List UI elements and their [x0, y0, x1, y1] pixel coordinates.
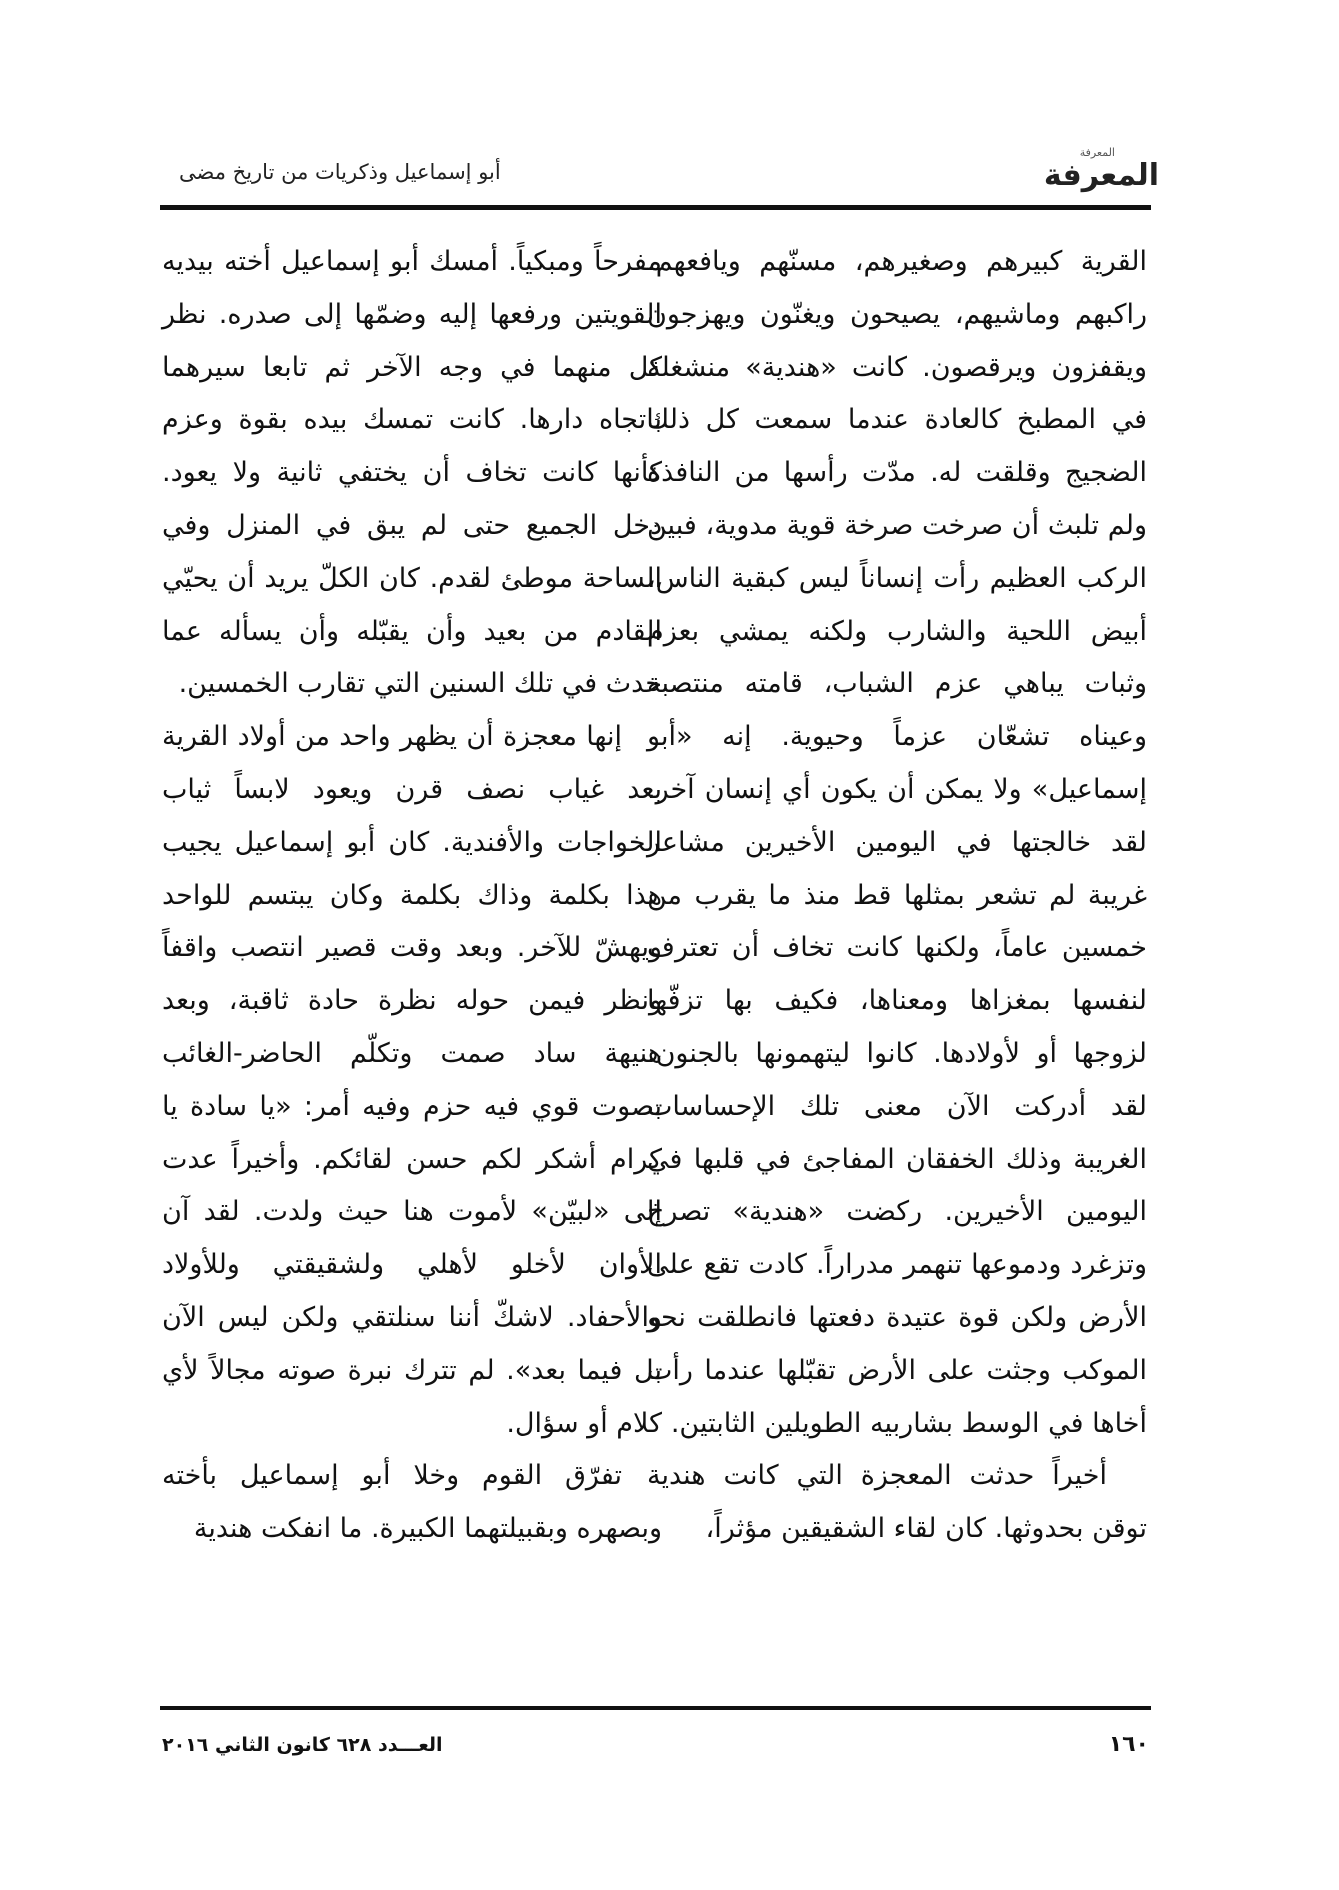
right-column	[647, 236, 1147, 1556]
page-header	[179, 146, 1159, 193]
right-paragraph-2: أخيراً حدثت المعجزة التي كانت هندية توقن بحدوثها. كان لقاء الشقيقين مؤثراً،	[647, 1460, 1147, 1545]
right-paragraph-1: القرية كبيرهم وصغيرهم، مسنّهم ويافعهم، راكبهم وماشيهم، يصيحون ويغنّون ويهزجون ويقفزون ويرقصون. كانت «هندية» منشغلة في المطبخ كالعادة عندما سمعت كل ذلك الضجيج وقلقت له. مدّت رأسها من النافذة ولم تلبث أن صرخت صرخة قوية مدوية، فبين الركب العظيم رأت إنساناً ليس كبقية الناس، أبيض اللحية والشارب ولكنه يمشي بعزم وثبات يباهي عزم الشباب، قامته منتصبة وعيناه تشعّان عزماً وحيوية. إنه «أبو إسماعيل» ولا يمكن أن يكون أي إنسان آخر. لقد خالجتها في اليومين الأخيرين مشاعر غريبة لم تشعر بمثلها قط منذ ما يقرب من خمسين عاماً، ولكنها كانت تخاف أن تعترف لنفسها بمغزاها ومعناها، فكيف بها تزفّها لزوجها أو لأولادها. كانوا ليتهمونها بالجنون. لقد أدركت الآن معنى تلك الإحساسات الغريبة وذلك الخفقان المفاجئ في قلبها في اليومين الأخيرين. ركضت «هندية» تصرخ وتزغرد ودموعها تنهمر مدراراً. كادت تقع على الأرض ولكن قوة عتيدة دفعتها فانطلقت نحو الموكب وجثت على الأرض تقبّلها عندما رأت أخاها في الوسط بشاربيه الطويلين الثابتين.	[647, 246, 1147, 1439]
header-rule	[160, 205, 1151, 210]
left-paragraph-3: تفرّق القوم وخلا أبو إسماعيل بأخته وبصهره وبقبيلتهما الكبيرة. ما انفكت هندية	[162, 1460, 662, 1545]
left-column	[162, 236, 662, 1556]
footer-rule	[160, 1706, 1151, 1710]
article-title: أبو إسماعيل وذكريات من تاريخ مضى	[179, 160, 501, 184]
issue-info: العـــدد ٦٢٨ كانون الثاني ٢٠١٦	[162, 1734, 443, 1756]
left-paragraph-2: إنها معجزة أن يظهر واحد من أولاد القرية بعد غياب نصف قرن ويعود لابساً ثياب الخواجات والأفندية. كان أبو إسماعيل يجيب هذا بكلمة وذاك بكلمة وكان يبتسم للواحد ويهشّ للآخر. وبعد وقت قصير انتصب واقفاً ونظر فيمن حوله نظرة حادة ثاقبة، وبعد هنيهة ساد صمت وتكلّم الحاضر-الغائب بصوت قوي فيه حزم وفيه أمر: «يا سادة يا كرام أشكر لكم حسن لقائكم. وأخيراً عدت إلى «لبيّن» لأموت هنا حيث ولدت. لقد آن الأوان لأخلو لأهلي ولشقيقتي وللأولاد والأحفاد. لاشكّ أننا سنلتقي ولكن ليس الآن بل فيما بعد». لم تترك نبرة صوته مجالاً لأي كلام أو سؤال.	[162, 721, 662, 1439]
left-paragraph-1: مفرحاً ومبكياً. أمسك أبو إسماعيل أخته بيديه القويتين ورفعها إليه وضمّها إلى صدره. نظر كل منهما في وجه الآخر ثم تابعا سيرهما باتجاه دارها. كانت تمسك بيده بقوة وعزم كأنها كانت تخاف أن يختفي ثانية ولا يعود. دخل الجميع حتى لم يبق في المنزل وفي الساحة موطئ لقدم. كان الكلّ يريد أن يحيّي القادم من بعيد وأن يقبّله وأن يسأله عما حدث في تلك السنين التي تقارب الخمسين.	[162, 246, 662, 700]
magazine-logo-small: المعرفة	[1079, 146, 1115, 159]
magazine-logo: المعرفة	[1043, 158, 1159, 193]
page-number: ١٦٠	[1108, 1732, 1149, 1757]
